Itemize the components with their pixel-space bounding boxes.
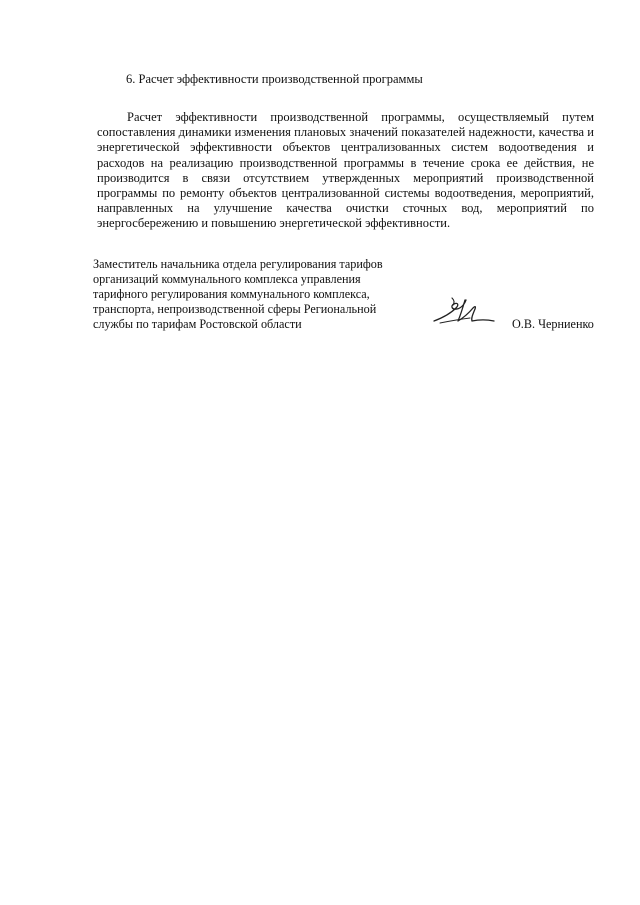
- signatory-title-line: транспорта, непроизводственной сферы Региональной: [93, 302, 377, 316]
- signatory-title-line: тарифного регулирования коммунального комплекса,: [93, 287, 370, 301]
- signer-name: О.В. Черниенко: [512, 317, 594, 331]
- body-paragraph: Расчет эффективности производственной программы, осуществляемый путем сопоставления динамики изменения плановых значений показателей надежности, качества и энергетической эффективности объектов централизованных систем водоотведения и расходов на реализацию производственной программы в течение срока ее действия, не производится в связи отсутствием утвержденных мероприятий производственной программы по ремонту объектов централизованной системы водоотведения, мероприятий, направленных на улучшение качества очистки сточных вод, мероприятий по энергосбережению и повышению энергетической эффективности.: [97, 110, 594, 231]
- signatory-title-line: организаций коммунального комплекса управления: [93, 272, 361, 286]
- signatory-title-line: Заместитель начальника отдела регулирования тарифов: [93, 257, 383, 271]
- signatory-title-line: службы по тарифам Ростовской области: [93, 317, 302, 331]
- signatory-title: [93, 257, 423, 332]
- handwritten-signature-icon: [432, 294, 498, 328]
- section-heading: 6. Расчет эффективности производственной программы: [126, 72, 423, 86]
